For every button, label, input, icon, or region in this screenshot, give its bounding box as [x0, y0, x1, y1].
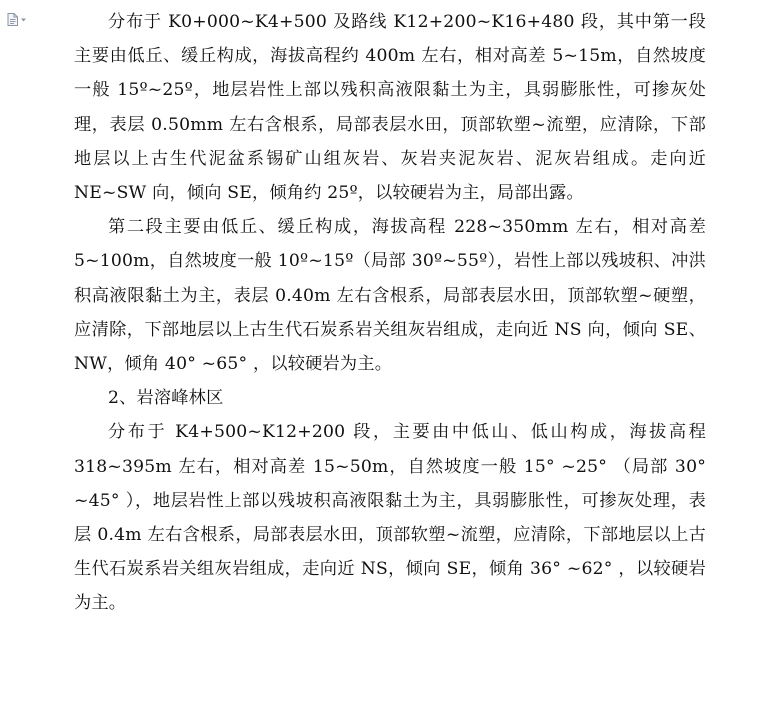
- paragraph-segment-two: 第二段主要由低丘、缓丘构成，海拔高程 228~350mm 左右，相对高差 5~100m，自然坡度一般 10º~15º（局部 30º~55º），岩性上部以残坡积、冲洪积高液限黏土为主，表层 0.40m 左右含根系，局部表层水田，顶部软塑~硬塑，应清除，下部地层以上古生代石炭系岩关组灰岩组成，走向近 NS 向，倾向 SE、NW，倾角 40° ~65° ，以较硬岩为主。: [74, 217, 706, 375]
- paragraph-options-button[interactable]: [7, 13, 26, 26]
- paragraph-segment-one: 分布于 K0+000~K4+500 及路线 K12+200~K16+480 段，其中第一段主要由低丘、缓丘构成，海拔高程约 400m 左右，相对高差 5~15m，自然坡度一般 15º~25º，地层岩性上部以残积高液限黏土为主，具弱膨胀性，可掺灰处理，表层 0.50mm 左右含根系，局部表层水田，顶部软塑~流塑，应清除，下部地层以上古生代泥盆系锡矿山组灰岩、灰岩夹泥灰岩、泥灰岩组成。走向近 NE~SW 向，倾向 SE，倾角约 25º，以较硬岩为主，局部出露。: [74, 12, 706, 204]
- section-heading-karst: 2、岩溶峰林区: [108, 388, 224, 409]
- document-icon: [7, 13, 18, 26]
- document-body: [74, 0, 706, 621]
- paragraph-karst-area: 分布于 K4+500~K12+200 段，主要由中低山、低山构成，海拔高程 318~395m 左右，相对高差 15~50m，自然坡度一般 15° ~25° （局部 30° ~45° ），地层岩性上部以残坡积高液限黏土为主，具弱膨胀性，可掺灰处理，表层 0.4m 左右含根系，局部表层水田，顶部软塑~流塑，应清除，下部地层以上古生代石炭系岩关组灰岩组成，走向近 NS，倾向 SE，倾角 36° ~62° ，以较硬岩为主。: [74, 422, 706, 614]
- chevron-down-icon: [21, 18, 26, 22]
